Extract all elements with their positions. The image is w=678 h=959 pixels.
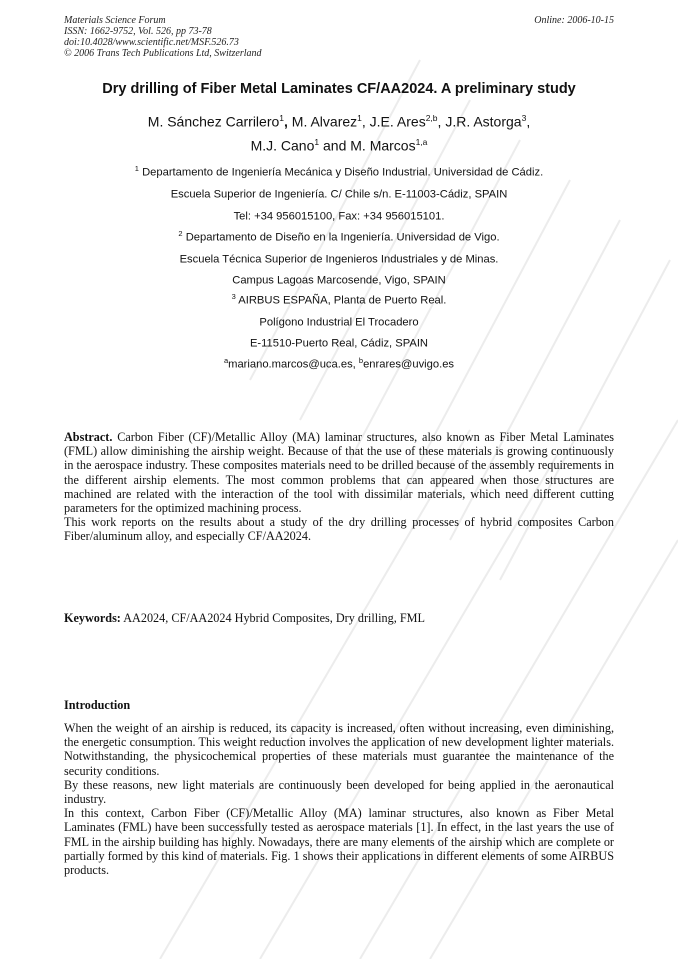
affiliation-line [0, 208, 678, 223]
authors-line-1 [0, 113, 678, 130]
author-sup: 3 [521, 113, 527, 123]
authors-line-2 [0, 137, 678, 154]
keywords-label: Keywords: [64, 611, 121, 625]
author-sep: , [437, 113, 446, 130]
affiliation-text: Tel: +34 956015100, Fax: +34 956015101. [233, 210, 445, 223]
section-heading-introduction: Introduction [64, 698, 131, 712]
email-sup: a [223, 356, 229, 365]
affiliation-line [0, 314, 678, 329]
author-name: J.E. Ares [369, 113, 426, 130]
author-sup: 1 [279, 113, 285, 123]
affiliation-text: Escuela Técnica Superior de Ingenieros Industriales y de Minas. [179, 253, 499, 266]
affiliation-text: AIRBUS ESPAÑA, Planta de Puerto Real. [235, 294, 447, 307]
affiliation-text: Escuela Superior de Ingeniería. C/ Chile s/n. E-11003-Cádiz, SPAIN [170, 188, 508, 201]
author-sup: 1,a [415, 137, 428, 147]
author-name: M. Marcos [350, 137, 416, 154]
email-b: enrares@uvigo.es [363, 358, 455, 371]
journal-header [64, 15, 262, 59]
affiliation-line [0, 251, 678, 266]
intro-paragraph-2: By these reasons, new light materials are continuously been developed for being applied in the aeronautical industry. [64, 777, 614, 807]
affiliation-line [0, 272, 678, 287]
author-name: J.R. Astorga [445, 113, 522, 130]
intro-paragraph-1: When the weight of an airship is reduced, its capacity is increased, often without increasing, even diminishing, the energetic consumption. This weight reduction involves the application of new development lighter materials. Notwithstanding, the physicochemical properties of these materials must guarantee the maintenance of the security conditions. [64, 721, 614, 778]
affiliation-sup: 1 [134, 164, 139, 173]
affiliation-text: Polígono Industrial El Trocadero [259, 316, 419, 329]
abstract-paragraph-1 [64, 430, 614, 515]
author-name: M. Alvarez [291, 113, 358, 130]
affiliation-sup: 3 [231, 292, 236, 301]
introduction-body [64, 721, 614, 877]
abstract [64, 430, 614, 544]
author-and: and [319, 137, 351, 154]
keywords-text: AA2024, CF/AA2024 Hybrid Composites, Dry drilling, FML [120, 611, 425, 625]
online-date: Online: 2006-10-15 [534, 15, 614, 26]
affiliation-sup: 2 [178, 229, 183, 238]
email-sup: b [358, 356, 364, 365]
author-name: M. Sánchez Carrilero [147, 113, 280, 130]
affiliation-line [0, 164, 678, 179]
affiliation-text: Campus Lagoas Marcosende, Vigo, SPAIN [232, 274, 446, 287]
journal-name: Materials Science Forum [64, 15, 166, 26]
keywords [64, 611, 614, 626]
abstract-label: Abstract. [64, 430, 113, 444]
affiliation-line [0, 335, 678, 350]
paper-title: Dry drilling of Fiber Metal Laminates CF/AA2024. A preliminary study [102, 81, 576, 97]
author-sep: , [284, 113, 292, 130]
author-sup: 2,b [425, 113, 438, 123]
journal-doi: doi:10.4028/www.scientific.net/MSF.526.73 [64, 37, 239, 48]
affiliation-text: E-11510-Puerto Real, Cádiz, SPAIN [249, 337, 429, 350]
author-name: M.J. Cano [250, 137, 315, 154]
author-sep: , [361, 113, 370, 130]
intro-paragraph-3: In this context, Carbon Fiber (CF)/Metallic Alloy (MA) laminar structures, also known as Fiber Metal Laminates (FML) have been successfully tested as aerospace materials [1]. In effect, in the last years the use of FML in the airship building has highly. Nowadays, there are many elements of the airship which are complete or partially formed by this kind of materials. Fig. 1 shows their applications in different elements of some AIRBUS products. [64, 806, 614, 878]
journal-copyright: © 2006 Trans Tech Publications Ltd, Switzerland [64, 48, 262, 59]
affiliation-line [0, 229, 678, 244]
affiliation-line [0, 186, 678, 201]
abstract-paragraph-2: This work reports on the results about a study of the dry drilling processes of hybrid composites Carbon Fiber/aluminum alloy, and especially CF/AA2024. [64, 515, 614, 544]
affiliation-text: Departamento de Diseño en la Ingeniería. Universidad de Vigo. [182, 231, 500, 244]
journal-issn: ISSN: 1662-9752, Vol. 526, pp 73-78 [64, 26, 212, 37]
affiliation-text: Departamento de Ingeniería Mecánica y Diseño Industrial. Universidad de Cádiz. [138, 166, 544, 179]
affiliation-line [0, 292, 678, 307]
author-sup: 1 [314, 137, 320, 147]
author-sep: , [526, 113, 531, 130]
email-line [0, 356, 678, 371]
email-a: mariano.marcos@uca.es, [228, 358, 359, 371]
author-sup: 1 [357, 113, 362, 123]
abstract-text: Carbon Fiber (CF)/Metallic Alloy (MA) laminar structures, also known as Fiber Metal Laminates (FML) allow diminishing the airship weight. Because of that the use of these materials is growing continuously in the aerospace industry. These composites materials need to be drilled because of the assembly requirements in the different airship elements. The most common problems that can appeared when those structures are machined are related with the interaction of the tool with dissimilar materials, which need different cutting parameters for the optimized machining process. [64, 430, 614, 516]
